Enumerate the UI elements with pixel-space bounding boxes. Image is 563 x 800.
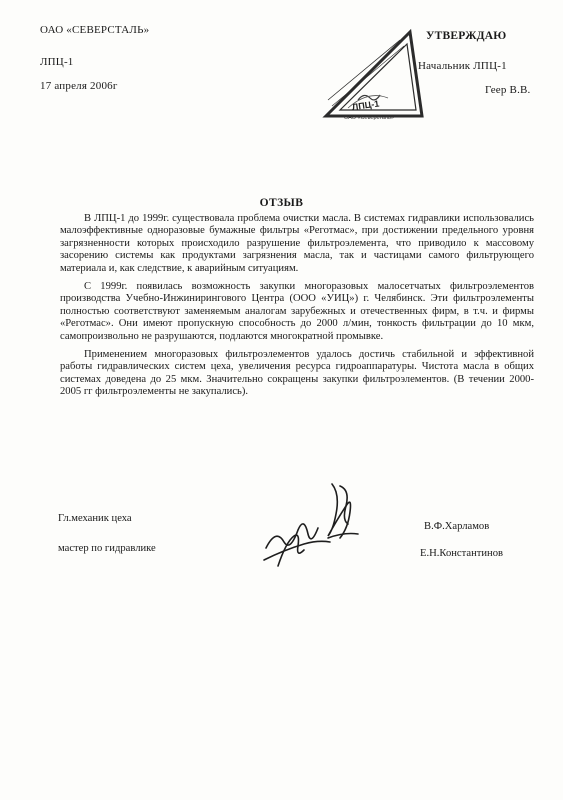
signatory-name-2: Е.Н.Константинов bbox=[420, 548, 504, 559]
paragraph: С 1999г. появилась возможность закупки многоразовых малосетчатых фильтроэлементов производства Учебно-Инжинирингового Центра (ООО «УИЦ») г. Челябинск. Эти фильтроэлементы полностью соответствуют заменяемым аналогам зарубежных и отечественных фирм, в т.ч. и фирмы «Реготмас». Они имеют пропускную способность до 2000 л/мин, тонкость фильтрации до 10 мкм, самопроизвольно не разрушаются, подлаются многократной промывке. bbox=[60, 281, 534, 342]
chief-title: Начальник ЛПЦ-1 bbox=[418, 60, 507, 72]
document-date: 17 апреля 2006г bbox=[40, 80, 118, 92]
paragraph: Применением многоразовых фильтроэлементов удалось достичь стабильной и эффективной работы гидравлических систем цеха, увеличения ресурса гидроаппаратуры. Чистота масла в общих системах доведена до 25 мкм. Значительно сокращены закупки фильтроэлементов. (В течении 2000-2005 гг фильтроэлементы не закупались). bbox=[60, 349, 534, 398]
document-body bbox=[60, 213, 534, 405]
signatory-role-hydraulics-master: мастер по гидравлике bbox=[58, 543, 156, 554]
department-name: ЛПЦ-1 bbox=[40, 56, 74, 68]
handwritten-signatures bbox=[258, 478, 388, 578]
triangular-stamp bbox=[318, 28, 426, 122]
document-title: ОТЗЫВ bbox=[259, 197, 304, 209]
chief-name: Геер В.В. bbox=[485, 84, 531, 96]
paragraph: В ЛПЦ-1 до 1999г. существовала проблема очистки масла. В системах гидравлики использовались малоэффективные одноразовые бумажные фильтры «Реготмас», при достижении предельного уровня загрязненности которых происходило разрушение фильтроэлемента, что приводило к массовому засорению системы как продуктами загрязнения масла, так и частицами самого фильтрующего материала и, как следствие, к аварийным ситуациям. bbox=[60, 213, 534, 274]
signatory-role-chief-mechanic: Гл.механик цеха bbox=[58, 513, 132, 524]
stamp-text: ЛПЦ-1 bbox=[351, 98, 380, 113]
signatory-name-1: В.Ф.Харламов bbox=[424, 521, 490, 532]
stamp-sub-text: ОАО «Северсталь» bbox=[344, 115, 394, 121]
organization-name: ОАО «СЕВЕРСТАЛЬ» bbox=[40, 24, 150, 36]
approval-label: УТВЕРЖДАЮ bbox=[426, 30, 507, 42]
